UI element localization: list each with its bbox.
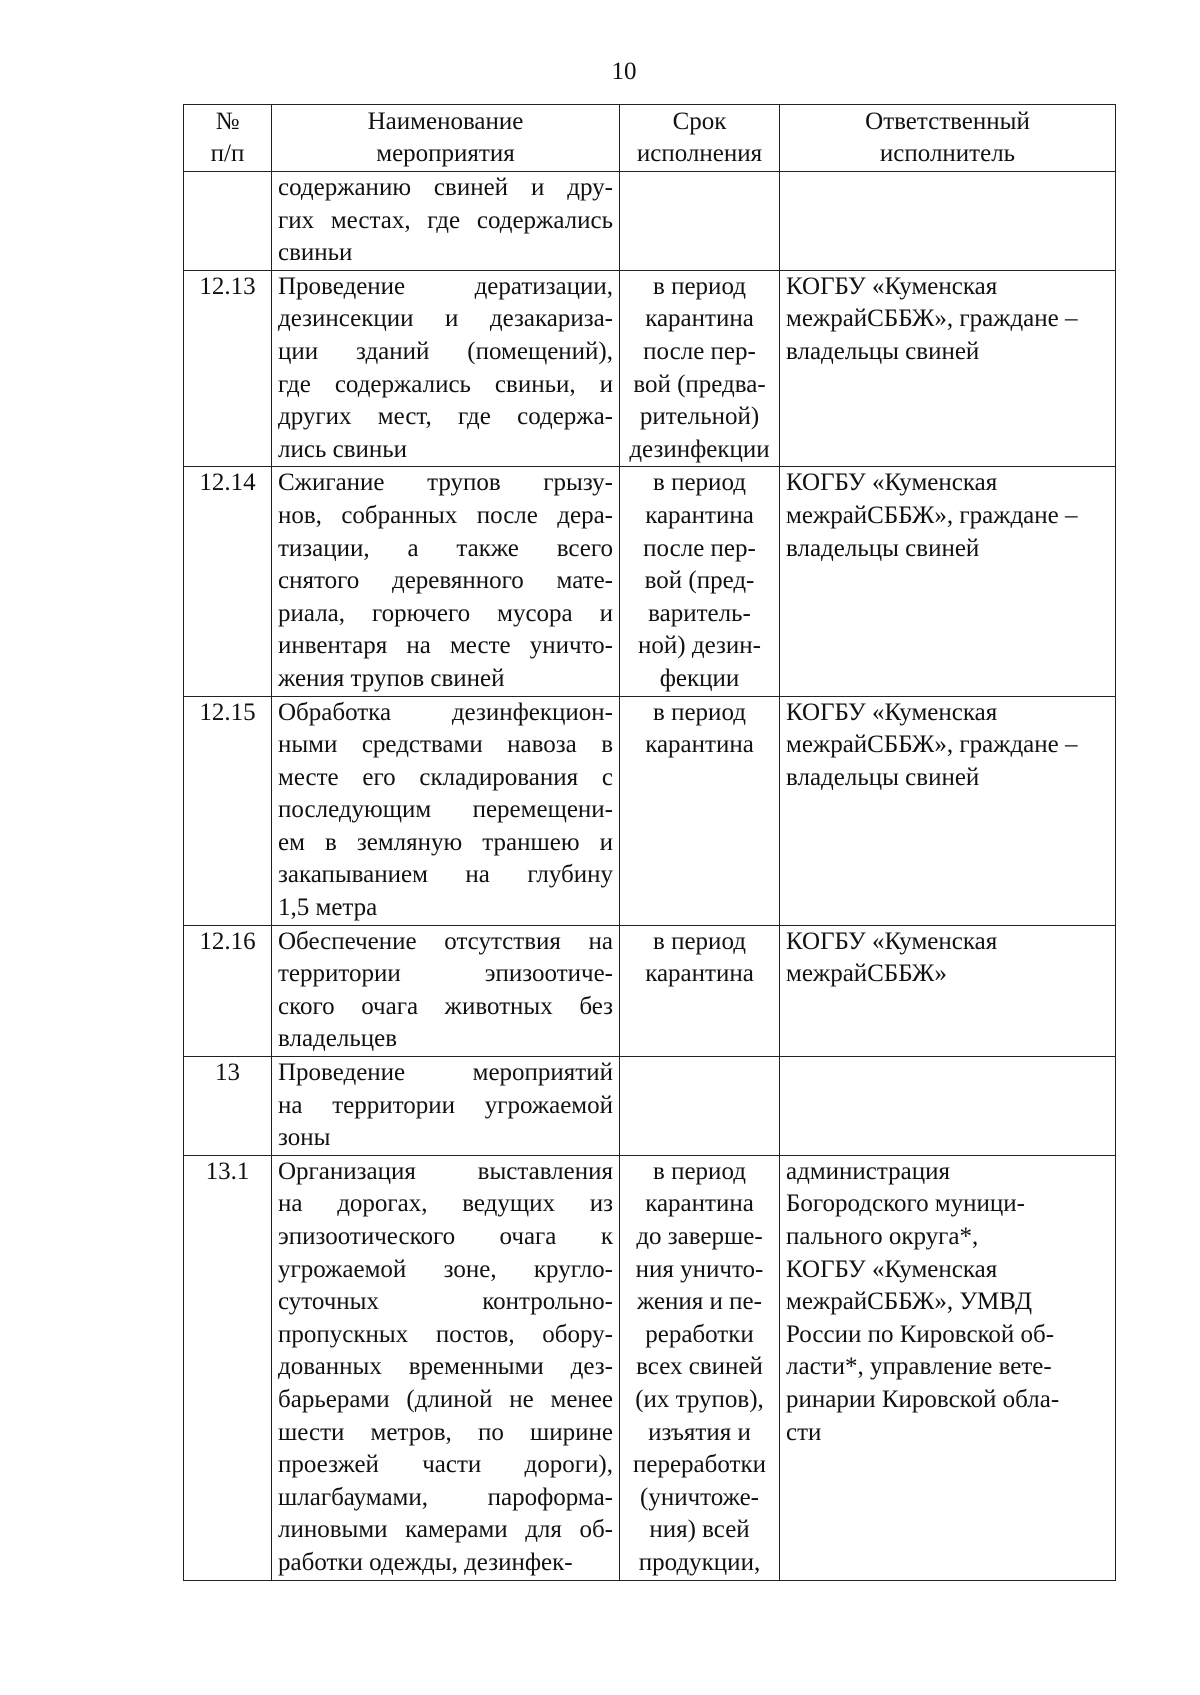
deadline	[620, 270, 780, 467]
item-number: 13	[184, 1057, 272, 1156]
header-text: мероприятия	[376, 140, 515, 167]
deadline	[620, 1057, 780, 1156]
item-number: 12.13	[184, 270, 272, 467]
measure-name-line: месте его складирования с	[278, 763, 613, 791]
responsible-line: ласти*, управление вете-	[786, 1353, 1052, 1381]
measure-name-line: пропускных постов, обору-	[278, 1320, 613, 1348]
responsible	[780, 925, 1116, 1056]
deadline-line: рительной)	[639, 403, 760, 431]
deadline-line: в период	[653, 1157, 746, 1185]
table-row	[184, 270, 1116, 467]
deadline-line: до заверше-	[636, 1223, 763, 1250]
measure-name-line: территории эпизоотиче-	[278, 960, 613, 988]
responsible	[780, 172, 1116, 271]
header-text: п/п	[210, 140, 245, 167]
measure-name-line: дованных временными дез-	[278, 1353, 613, 1381]
responsible-line: владельцы свиней	[786, 763, 980, 791]
responsible-line: КОГБУ «Куменская	[786, 1255, 998, 1283]
measure-name-line: зоны	[278, 1124, 331, 1152]
deadline-line: продукции,	[638, 1548, 761, 1576]
item-number: 13.1	[184, 1155, 272, 1580]
responsible	[780, 1155, 1116, 1580]
measures-table	[183, 104, 1116, 1581]
measure-name-line: тизации, а также всего	[278, 534, 613, 562]
responsible-line: ринарии Кировской обла-	[786, 1385, 1060, 1413]
deadline-line: карантина	[645, 305, 754, 333]
measure-name-line: снятого деревянного мате-	[278, 567, 613, 595]
item-number	[184, 172, 272, 271]
header-responsible	[780, 105, 1116, 172]
measure-name	[272, 172, 620, 271]
measure-name-line: эпизоотического очага к	[278, 1223, 613, 1250]
deadline-line: жения и пе-	[637, 1288, 762, 1316]
responsible-line: КОГБУ «Куменская	[786, 272, 998, 300]
deadline	[620, 467, 780, 696]
deadline	[620, 696, 780, 925]
table-row	[184, 1155, 1116, 1580]
deadline-line: вой (пред-	[644, 567, 755, 595]
measure-name	[272, 925, 620, 1056]
item-number: 12.16	[184, 925, 272, 1056]
deadline	[620, 1155, 780, 1580]
measure-name-line: ными средствами навоза в	[278, 731, 613, 759]
measure-name-line: суточных контрольно-	[278, 1288, 613, 1316]
measure-name-line: жения трупов свиней	[278, 664, 505, 692]
responsible	[780, 696, 1116, 925]
measure-name	[272, 696, 620, 925]
responsible-line: КОГБУ «Куменская	[786, 698, 998, 726]
measure-name-line: Сжигание трупов грызу-	[278, 469, 613, 497]
header-num	[184, 105, 272, 172]
deadline-line: после пер-	[643, 337, 756, 365]
responsible	[780, 270, 1116, 467]
table-row	[184, 1057, 1116, 1156]
measure-name-line: угрожаемой зоне, кругло-	[278, 1255, 613, 1283]
responsible-line: Богородского муници-	[786, 1190, 1026, 1218]
measure-name-line: где содержались свиньи, и	[278, 370, 613, 398]
header-term	[620, 105, 780, 172]
deadline-line: карантина	[645, 1190, 754, 1218]
deadline-line: переработки	[632, 1451, 766, 1479]
responsible-line: России по Кировской об-	[786, 1320, 1055, 1348]
page-number: 10	[611, 58, 637, 85]
item-number: 12.15	[184, 696, 272, 925]
header-row	[184, 105, 1116, 172]
responsible-line: межрайСББЖ»	[786, 960, 947, 988]
measure-name-line: Организация выставления	[278, 1157, 613, 1185]
header-text: Ответственный	[865, 108, 1030, 135]
measure-name-line: шести метров, по ширине	[278, 1418, 613, 1446]
deadline-line: реработки	[645, 1320, 754, 1348]
deadline-line: всех свиней	[636, 1353, 763, 1381]
measure-name-line: свиньи	[278, 239, 353, 267]
responsible-line: владельцы свиней	[786, 337, 980, 365]
deadline-line: в период	[653, 698, 746, 726]
measure-name-line: инвентаря на месте уничто-	[278, 632, 613, 660]
responsible-line: владельцы свиней	[786, 534, 980, 562]
measure-name	[272, 467, 620, 696]
measure-name-line: барьерами (длиной не менее	[278, 1385, 613, 1413]
responsible	[780, 1057, 1116, 1156]
table-row	[184, 467, 1116, 696]
deadline-line: дезинфекции	[629, 435, 770, 463]
header-name	[272, 105, 620, 172]
measure-name-line: линовыми камерами для об-	[278, 1516, 613, 1544]
responsible	[780, 467, 1116, 696]
deadline-line: в период	[653, 469, 746, 497]
header-text: Срок	[672, 108, 727, 135]
header-text: исполнения	[636, 140, 763, 167]
item-number: 12.14	[184, 467, 272, 696]
deadline-line: фекции	[659, 664, 740, 692]
deadline-line: карантина	[645, 960, 754, 988]
deadline	[620, 925, 780, 1056]
deadline-line: в период	[653, 927, 746, 955]
measure-name-line: содержанию свиней и дру-	[278, 174, 613, 201]
deadline-line: после пер-	[643, 534, 756, 562]
measure-name-line: дезинсекции и дезакариза-	[278, 305, 613, 333]
measure-name-line: на территории угрожаемой	[278, 1091, 613, 1119]
table-row	[184, 696, 1116, 925]
responsible-line: администрация	[786, 1157, 950, 1185]
responsible-line: межрайСББЖ», граждане –	[786, 501, 1078, 529]
table-header	[184, 105, 1116, 172]
deadline-line: ния) всей	[649, 1516, 750, 1544]
responsible-line: КОГБУ «Куменская	[786, 469, 998, 497]
measure-name-line: Проведение дератизации,	[278, 272, 613, 300]
table-row	[184, 925, 1116, 1056]
responsible-line: межрайСББЖ», граждане –	[786, 731, 1078, 759]
header-text: Наименование	[367, 108, 524, 135]
measure-name-line: на дорогах, ведущих из	[278, 1190, 613, 1218]
measure-name-line: Обеспечение отсутствия на	[278, 927, 613, 955]
deadline-line: ной) дезин-	[638, 632, 761, 660]
deadline-line: (уничтоже-	[640, 1483, 759, 1511]
measure-name-line: шлагбаумами, пароформа-	[278, 1483, 613, 1511]
deadline-line: варитель-	[648, 599, 751, 627]
table-body	[184, 172, 1116, 1581]
measure-name-line: гих местах, где содержались	[278, 206, 613, 234]
deadline-line: карантина	[645, 731, 754, 759]
measure-name-line: 1,5 метра	[278, 894, 378, 922]
responsible-line: межрайСББЖ», УМВД	[786, 1288, 1033, 1316]
measure-name-line: лись свиньи	[278, 435, 408, 463]
measure-name-line: других мест, где содержа-	[278, 403, 613, 431]
deadline-line: в период	[653, 272, 746, 300]
header-text: №	[215, 108, 240, 135]
table-row	[184, 172, 1116, 271]
responsible-line: межрайСББЖ», граждане –	[786, 305, 1078, 333]
measure-name-line: Проведение мероприятий	[278, 1059, 613, 1087]
measure-name-line: владельцев	[278, 1025, 398, 1053]
measure-name	[272, 270, 620, 467]
measure-name-line: ского очага животных без	[278, 992, 613, 1020]
deadline-line: вой (предва-	[633, 370, 766, 398]
measure-name-line: риала, горючего мусора и	[278, 599, 613, 627]
deadline-line: (их трупов),	[635, 1385, 764, 1413]
measure-name-line: последующим перемещени-	[278, 796, 613, 824]
deadline-line: карантина	[645, 501, 754, 529]
measure-name	[272, 1057, 620, 1156]
header-text: исполнитель	[879, 140, 1016, 167]
deadline	[620, 172, 780, 271]
responsible-line: сти	[786, 1418, 822, 1446]
measure-name-line: работки одежды, дезинфек-	[278, 1548, 573, 1576]
measure-name-line: проезжей части дороги),	[278, 1451, 613, 1479]
measure-name-line: нов, собранных после дера-	[278, 501, 613, 529]
measure-name-line: ции зданий (помещений),	[278, 337, 613, 365]
responsible-line: пального округа*,	[786, 1223, 979, 1250]
measure-name-line: ем в земляную траншею и	[278, 828, 613, 856]
measure-name-line: закапыванием на глубину	[278, 861, 613, 889]
deadline-line: изъятия и	[648, 1418, 751, 1446]
measure-name	[272, 1155, 620, 1580]
responsible-line: КОГБУ «Куменская	[786, 927, 998, 955]
deadline-line: ния уничто-	[635, 1255, 764, 1283]
measure-name-line: Обработка дезинфекцион-	[278, 698, 613, 726]
